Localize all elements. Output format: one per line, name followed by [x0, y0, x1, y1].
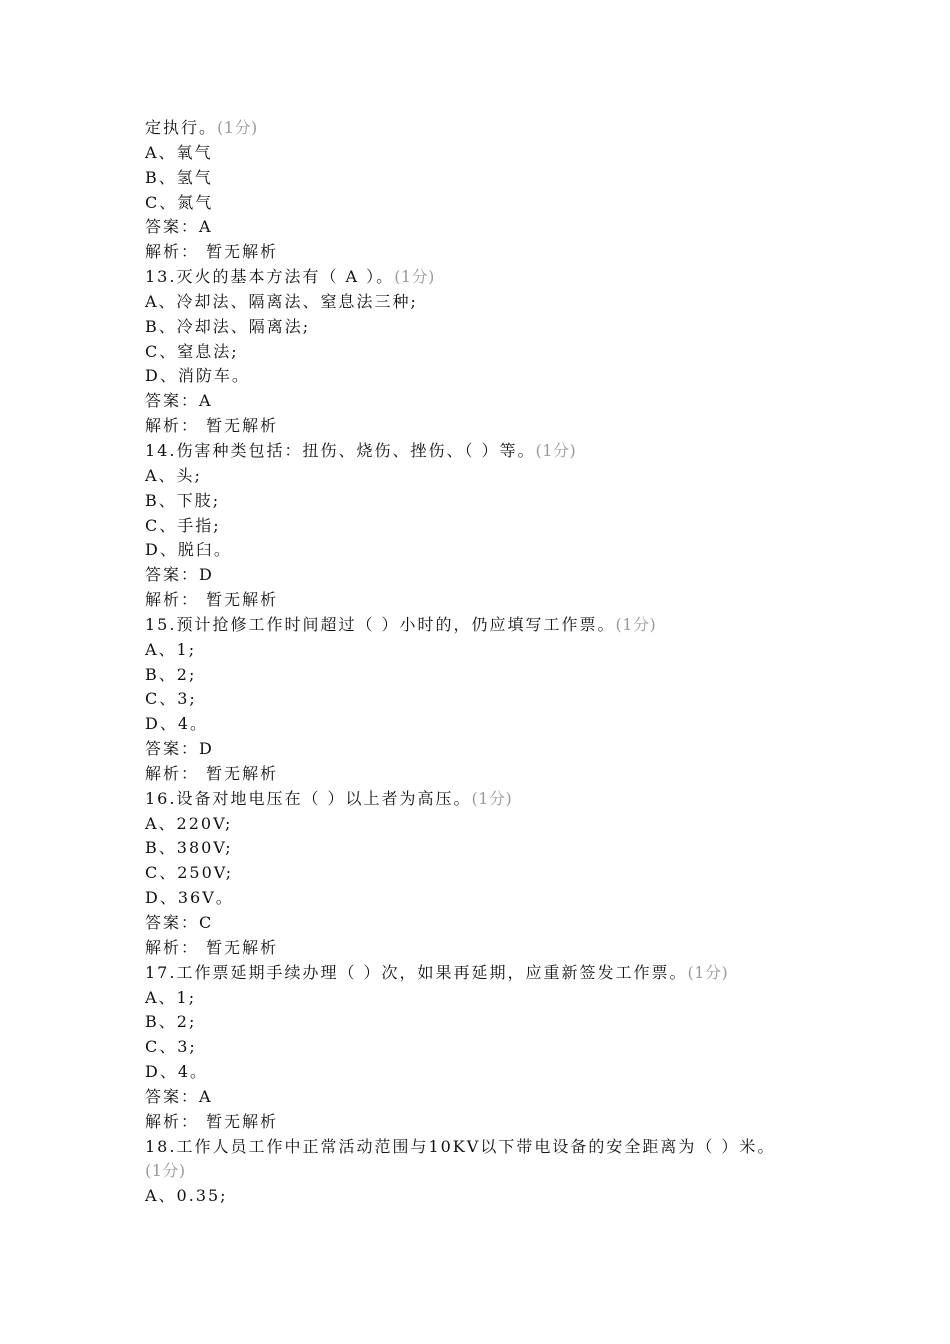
- line-text: 定执行。: [145, 118, 218, 137]
- line-text: D、4。: [145, 714, 209, 734]
- text-line: [145, 1135, 835, 1160]
- text-line: [145, 1159, 835, 1184]
- line-text: 答案：A: [145, 1086, 213, 1106]
- line-text: A、1;: [145, 987, 197, 1007]
- line-text: 15.预计抢修工作时间超过（ ）小时的，仍应填写工作票。: [145, 614, 616, 634]
- line-text: 答案：A: [145, 217, 213, 237]
- text-line: [145, 439, 835, 464]
- line-text: C、250V;: [145, 863, 234, 883]
- score-label: (1分): [535, 440, 577, 460]
- line-text: 解析： 暂无解析: [145, 590, 279, 610]
- line-text: D、4。: [145, 1062, 209, 1082]
- line-text: B、冷却法、隔离法;: [145, 316, 311, 336]
- text-line: [145, 986, 835, 1011]
- line-text: 答案：A: [145, 391, 213, 411]
- line-text: D、消防车。: [145, 366, 250, 386]
- score-label: (1分): [394, 267, 435, 287]
- line-text: A、0.35;: [145, 1186, 228, 1206]
- line-text: C、氮气: [145, 192, 214, 212]
- text-line: [145, 389, 835, 414]
- score-label: (1分): [687, 962, 729, 982]
- line-text: 16.设备对地电压在（ ）以上者为高压。: [145, 788, 472, 808]
- document-page: [145, 116, 835, 1209]
- text-line: [145, 588, 835, 613]
- text-line: [145, 215, 835, 240]
- text-line: [145, 787, 835, 812]
- text-line: [145, 1060, 835, 1085]
- text-line: [145, 712, 835, 737]
- line-text: D、脱臼。: [145, 540, 232, 560]
- line-text: D、36V。: [145, 888, 234, 908]
- line-text: B、下肢;: [145, 490, 221, 510]
- line-text: C、手指;: [145, 515, 221, 535]
- line-text: 解析： 暂无解析: [145, 1111, 279, 1131]
- score-label: (1分): [471, 788, 513, 808]
- text-line: [145, 961, 835, 986]
- text-line: [145, 538, 835, 563]
- text-line: [145, 1184, 835, 1209]
- text-line: [145, 762, 835, 787]
- text-line: [145, 464, 835, 489]
- text-line: [145, 911, 835, 936]
- text-line: [145, 687, 835, 712]
- text-line: [145, 414, 835, 439]
- text-line: [145, 1010, 835, 1035]
- text-line: [145, 1035, 835, 1060]
- text-line: [145, 563, 835, 588]
- text-line: [145, 613, 835, 638]
- text-line: [145, 116, 835, 141]
- text-line: [145, 836, 835, 861]
- text-line: [145, 265, 835, 290]
- line-text: A、220V;: [145, 813, 233, 833]
- line-text: B、380V;: [145, 838, 233, 858]
- text-line: [145, 663, 835, 688]
- line-text: 解析： 暂无解析: [145, 763, 279, 783]
- text-line: [145, 861, 835, 886]
- line-text: 答案：C: [145, 913, 214, 932]
- line-text: B、2;: [145, 664, 197, 684]
- text-line: [145, 364, 835, 389]
- line-text: 14.伤害种类包括：扭伤、烧伤、挫伤、（ ）等。: [145, 440, 536, 460]
- score-label: (1分): [145, 1161, 186, 1181]
- text-line: [145, 638, 835, 663]
- text-line: [145, 886, 835, 911]
- text-line: [145, 737, 835, 762]
- score-label: (1分): [217, 118, 258, 137]
- text-line: [145, 514, 835, 539]
- line-text: B、氢气: [145, 167, 213, 187]
- line-text: C、3;: [145, 689, 197, 709]
- line-text: A、冷却法、隔离法、窒息法三种;: [145, 291, 418, 311]
- line-text: 答案：D: [145, 565, 214, 585]
- text-line: [145, 315, 835, 340]
- line-text: A、1;: [145, 639, 197, 659]
- text-line: [145, 1110, 835, 1135]
- line-text: 答案：D: [145, 739, 214, 759]
- text-line: [145, 240, 835, 265]
- line-text: 17.工作票延期手续办理（ ）次，如果再延期，应重新签发工作票。: [145, 962, 688, 982]
- text-line: [145, 141, 835, 166]
- line-text: A、头;: [145, 465, 202, 485]
- line-text: 解析： 暂无解析: [145, 242, 279, 262]
- score-label: (1分): [615, 614, 657, 634]
- line-text: 解析： 暂无解析: [145, 416, 279, 436]
- text-line: [145, 191, 835, 216]
- line-text: 18.工作人员工作中正常活动范围与10KV以下带电设备的安全距离为（ ）米。: [145, 1136, 776, 1156]
- text-line: [145, 489, 835, 514]
- text-line: [145, 812, 835, 837]
- line-text: C、窒息法;: [145, 341, 239, 361]
- line-text: B、2;: [145, 1012, 197, 1032]
- text-line: [145, 166, 835, 191]
- text-line: [145, 936, 835, 961]
- line-text: C、3;: [145, 1037, 197, 1057]
- text-line: [145, 1085, 835, 1110]
- text-line: [145, 290, 835, 315]
- line-text: 解析： 暂无解析: [145, 937, 279, 957]
- line-text: A、氧气: [145, 142, 213, 162]
- text-line: [145, 340, 835, 365]
- line-text: 13.灭火的基本方法有（ A ）。: [145, 267, 395, 287]
